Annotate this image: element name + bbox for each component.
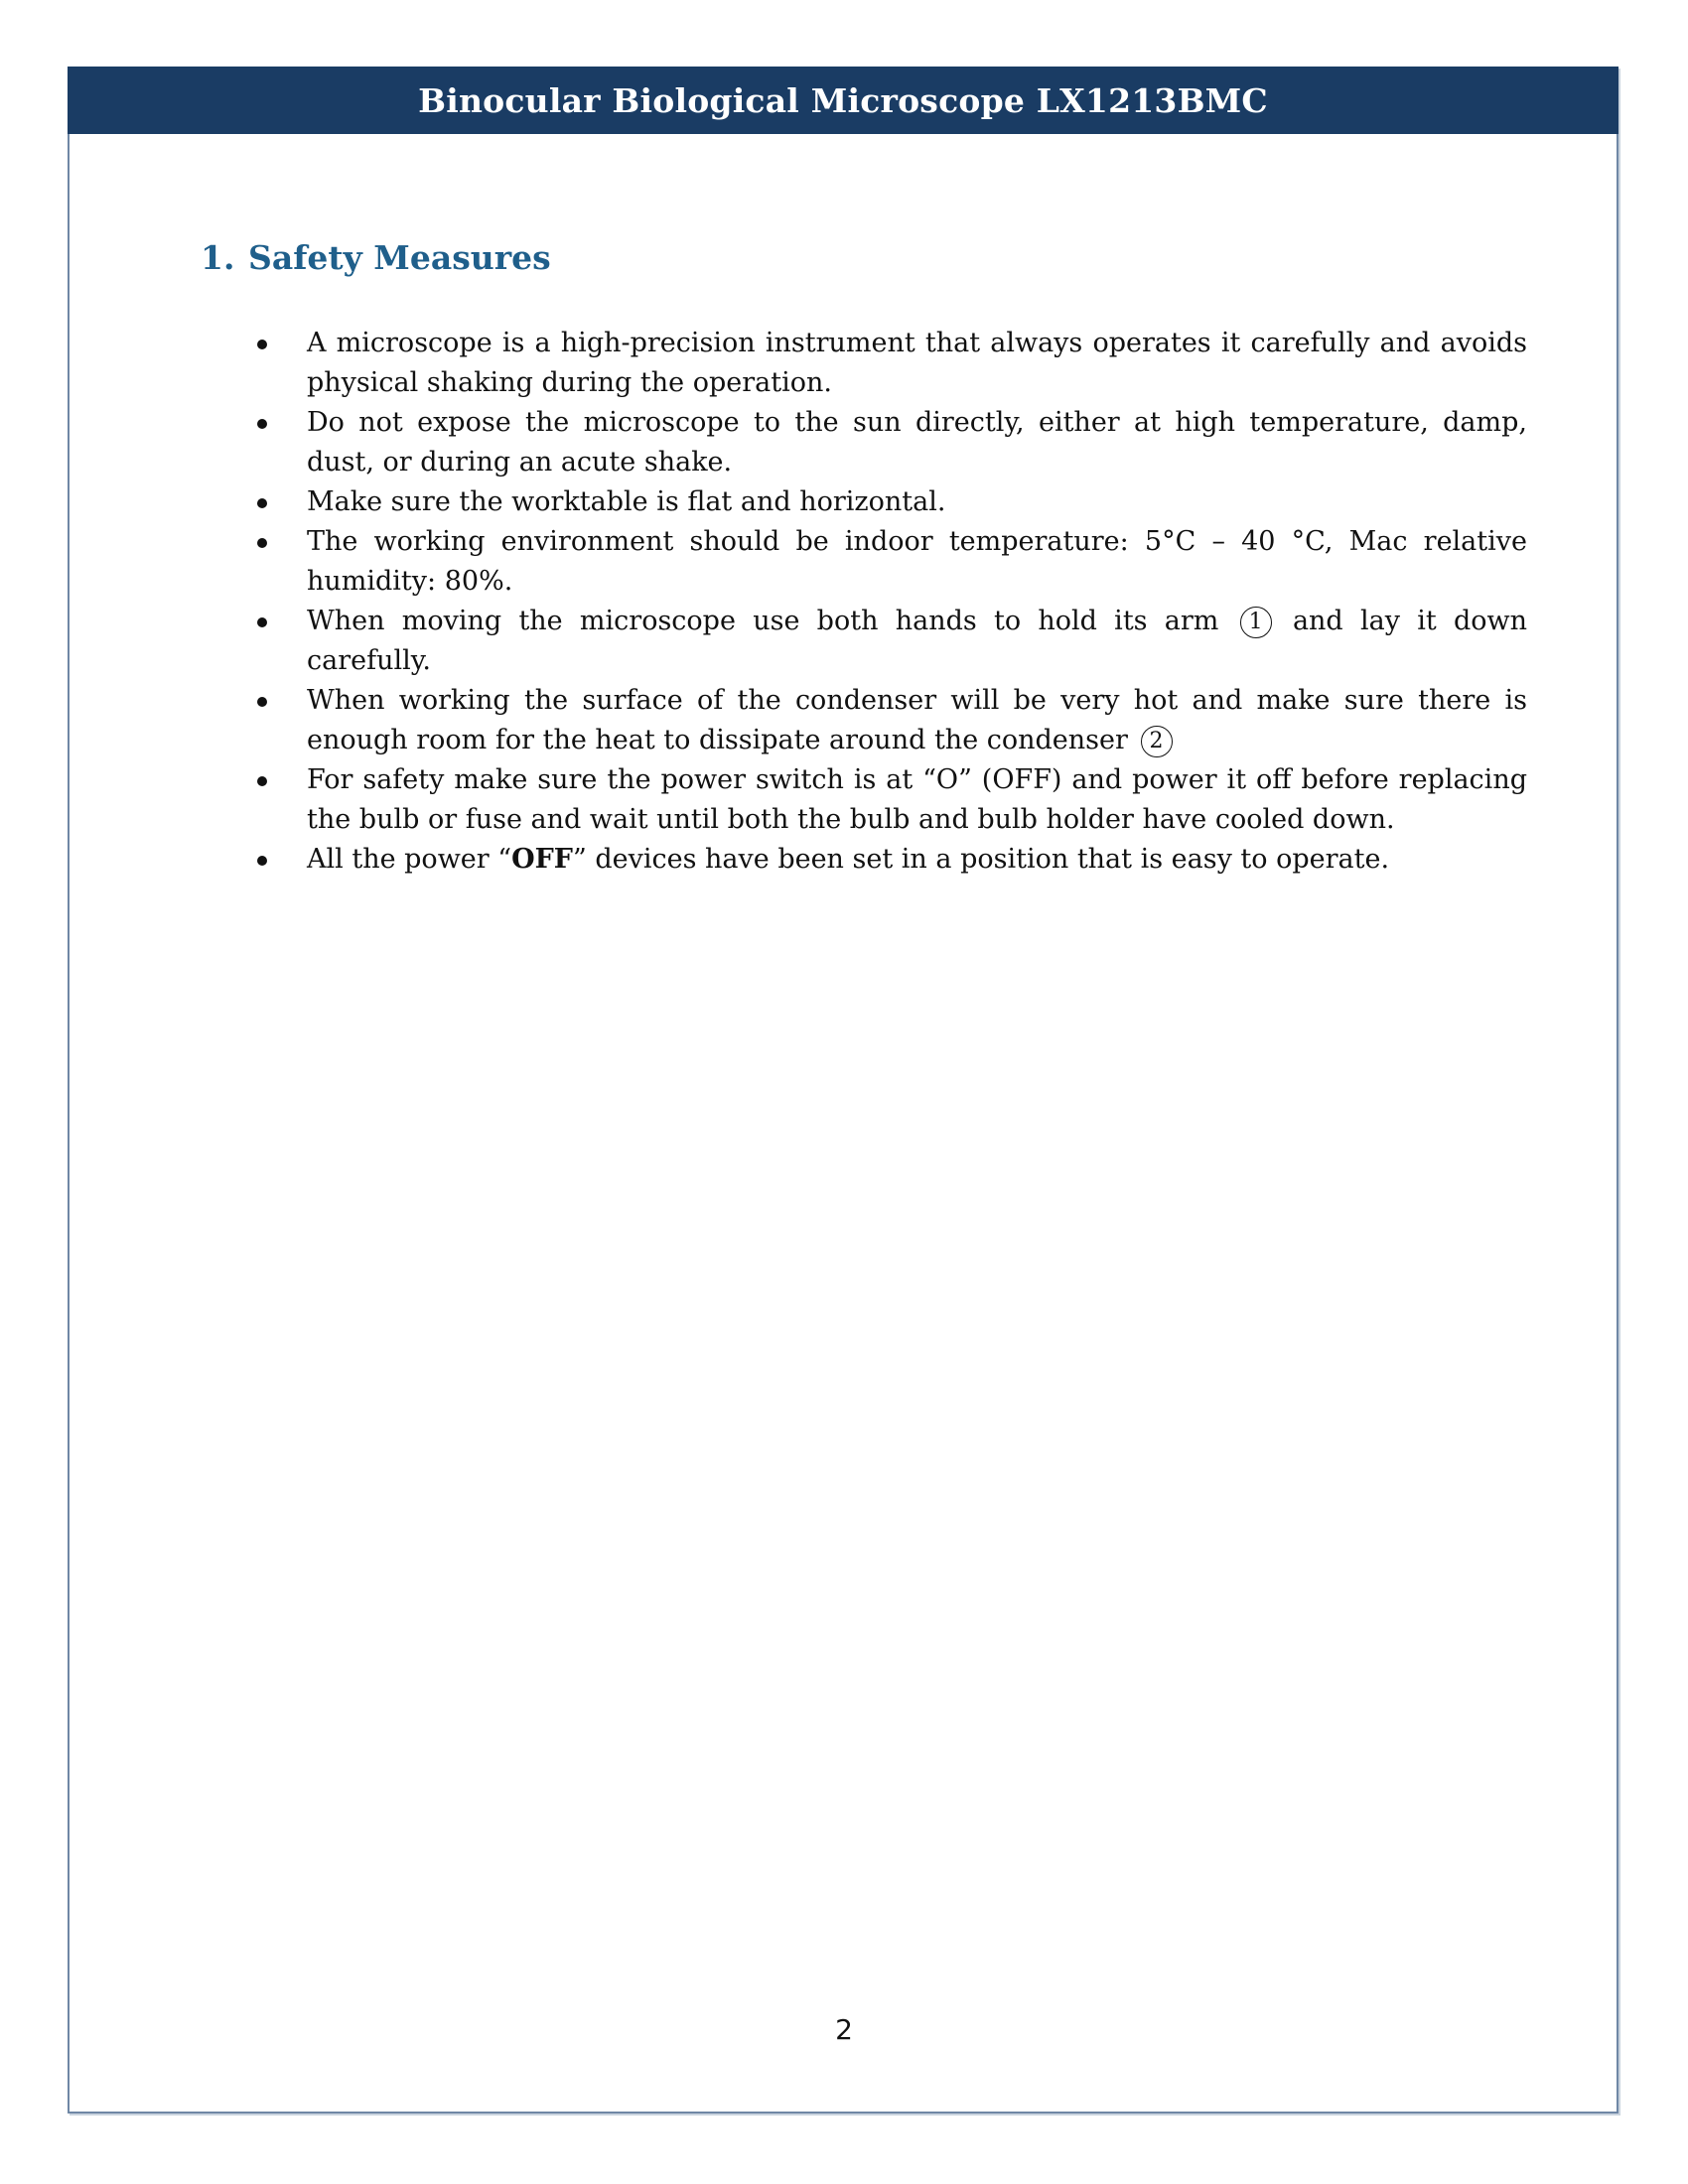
list-item <box>253 482 1527 522</box>
section-title: Safety Measures <box>248 238 551 277</box>
list-item <box>253 760 1527 840</box>
list-item-text: The working environment should be indoor temperature: 5°C – 40 °C, Mac relative humidity: 80%. <box>307 526 1527 597</box>
header-bar <box>68 67 1618 134</box>
list-item-text: When working the surface of the condenser will be very hot and make sure there is enough room for the heat to dissipate around the condenser <box>307 685 1527 755</box>
circled-number-marker: 2 <box>1141 726 1173 757</box>
bullet-icon <box>257 617 267 627</box>
list-item <box>253 403 1527 482</box>
list-item-text: All the power “ <box>307 844 512 875</box>
bullet-icon <box>257 419 267 429</box>
document-title: Binocular Biological Microscope LX1213BMC <box>418 80 1268 120</box>
list-item-text: ” devices have been set in a position that is easy to operate. <box>572 844 1390 875</box>
list-item <box>253 522 1527 602</box>
list-item <box>253 602 1527 681</box>
circled-number-marker: 1 <box>1240 607 1272 638</box>
list-item-text: For safety make sure the power switch is at “O” (OFF) and power it off before replacing the bulb or fuse and wait until both the bulb and bulb holder have cooled down. <box>307 764 1527 835</box>
bullet-icon <box>257 498 267 508</box>
list-item-text: When moving the microscope use both hands to hold its arm <box>307 606 1219 636</box>
section-number: 1. <box>201 238 235 277</box>
list-item-text: Do not expose the microscope to the sun directly, either at high temperature, damp, dust, or during an acute shake. <box>307 407 1527 478</box>
list-item-text: Make sure the worktable is flat and horizontal. <box>307 486 946 517</box>
list-item <box>253 840 1527 880</box>
list-item <box>253 324 1527 403</box>
list-item-bold-text: OFF <box>511 844 573 875</box>
list-item-text: and lay it down carefully. <box>307 606 1527 676</box>
safety-list <box>253 324 1527 880</box>
bullet-icon <box>257 776 267 786</box>
bullet-icon <box>257 538 267 548</box>
bullet-icon <box>257 856 267 866</box>
bullet-icon <box>257 340 267 349</box>
page-number: 2 <box>835 2013 853 2046</box>
list-item-text: A microscope is a high-precision instrument that always operates it carefully and avoids physical shaking during the operation. <box>307 328 1527 398</box>
bullet-icon <box>257 697 267 707</box>
list-item <box>253 681 1527 760</box>
section-heading <box>201 238 551 277</box>
